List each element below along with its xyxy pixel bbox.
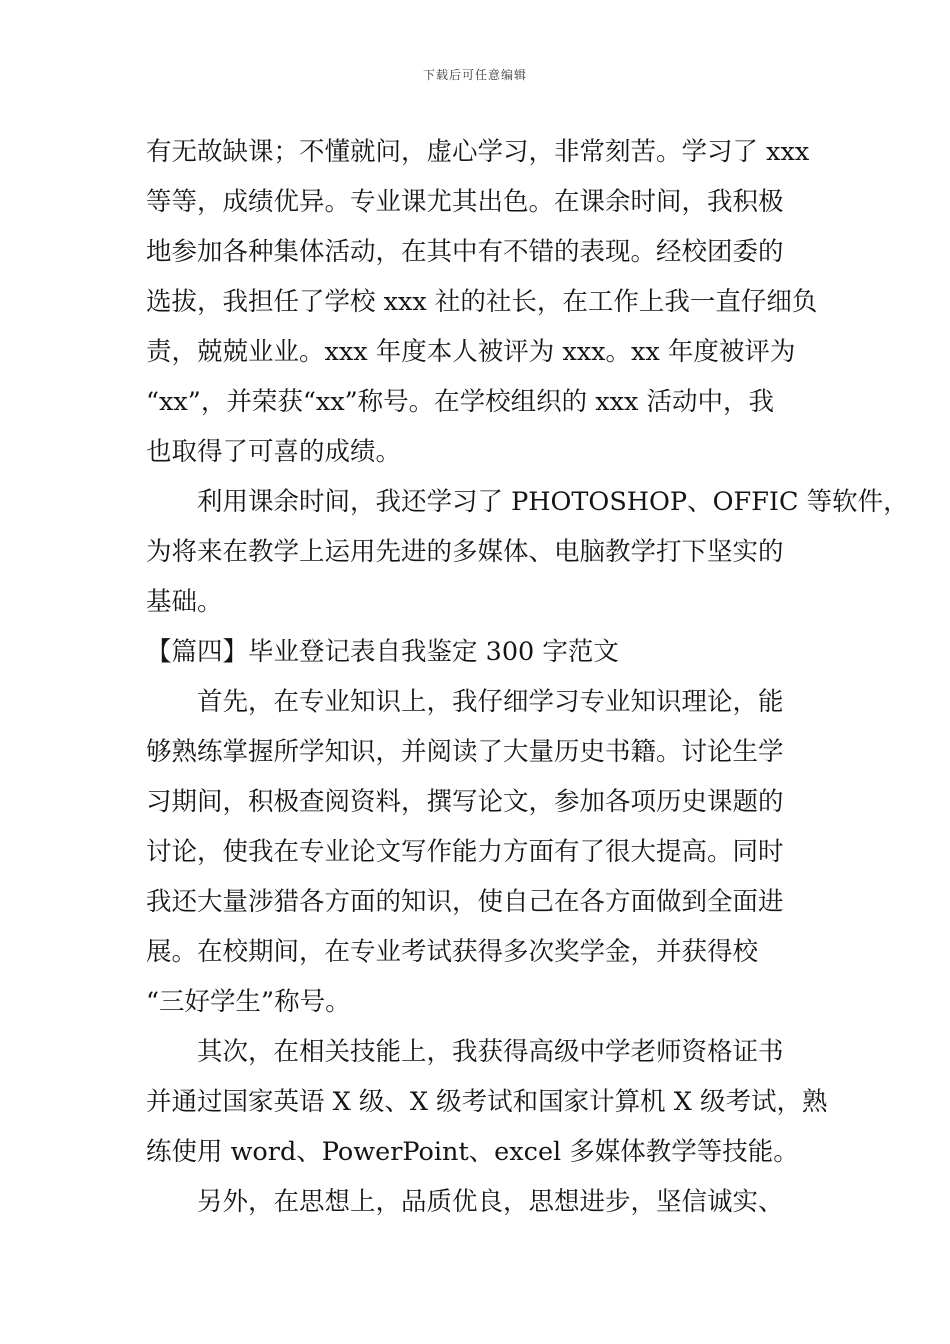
text-line: 等等，成绩优异。专业课尤其出色。在课余时间，我积极 [146,187,784,217]
text-line: 练使用 word、PowerPoint、excel 多媒体教学等技能。 [146,1137,799,1167]
text-line: “三好学生”称号。 [146,987,351,1017]
text-line: 基础。 [146,587,223,617]
paragraph-first-line: 另外，在思想上，品质优良，思想进步，坚信诚实、 [197,1187,784,1217]
text-line: “xx”，并荣获“xx”称号。在学校组织的 xxx 活动中，我 [146,387,775,417]
text-line: 习期间，积极查阅资料，撰写论文，参加各项历史课题的 [146,787,784,817]
paragraph-first-line: 首先，在专业知识上，我仔细学习专业知识理论，能 [197,687,784,717]
paragraph-first-line: 其次，在相关技能上，我获得高级中学老师资格证书 [197,1037,784,1067]
text-line: 并通过国家英语 X 级、X 级考试和国家计算机 X 级考试，熟 [146,1087,828,1117]
text-line: 为将来在教学上运用先进的多媒体、电脑教学打下坚实的 [146,537,784,567]
text-line: 有无故缺课；不懂就问，虚心学习，非常刻苦。学习了 xxx [146,137,810,167]
text-line: 展。在校期间，在专业考试获得多次奖学金，并获得校 [146,937,759,967]
section-heading: 【篇四】毕业登记表自我鉴定 300 字范文 [146,637,619,667]
text-line: 地参加各种集体活动，在其中有不错的表现。经校团委的 [146,237,784,267]
text-line: 讨论，使我在专业论文写作能力方面有了很大提高。同时 [146,837,784,867]
text-line: 选拔，我担任了学校 xxx 社的社长，在工作上我一直仔细负 [146,287,818,317]
text-line: 也取得了可喜的成绩。 [146,437,402,467]
text-line: 我还大量涉猎各方面的知识，使自己在各方面做到全面进 [146,887,784,917]
paragraph-first-line: 利用课余时间，我还学习了 PHOTOSHOP、OFFIC 等软件， [197,487,909,517]
page-header: 下载后可任意编辑 [422,68,527,82]
text-line: 责，兢兢业业。xxx 年度本人被评为 xxx。xx 年度被评为 [146,337,796,367]
text-line: 够熟练掌握所学知识，并阅读了大量历史书籍。讨论生学 [146,737,784,767]
